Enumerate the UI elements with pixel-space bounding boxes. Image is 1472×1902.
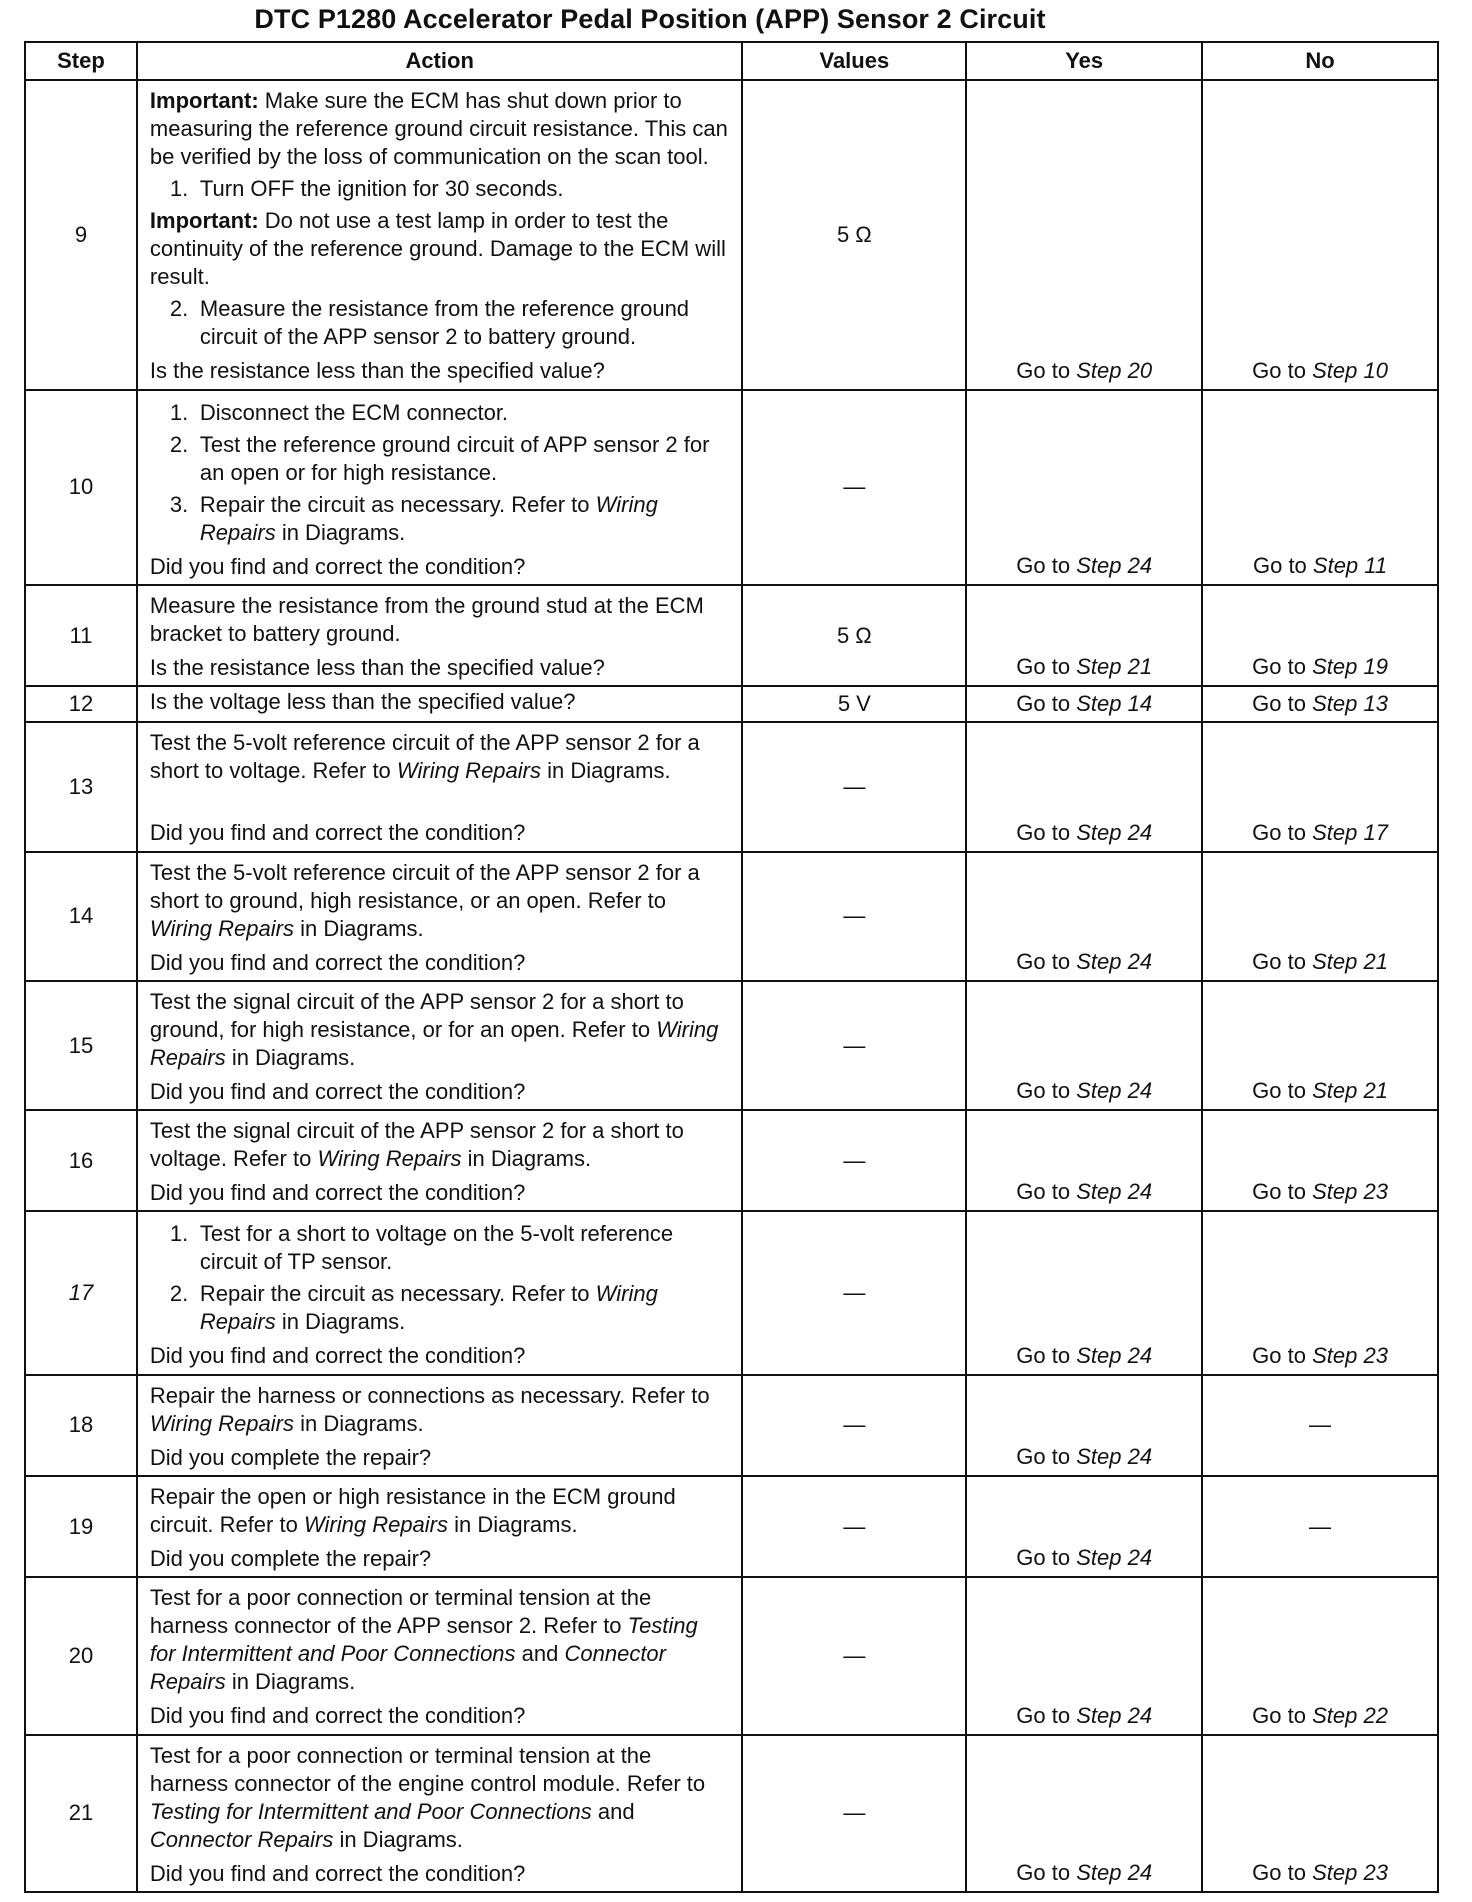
table-header-row bbox=[25, 42, 1438, 80]
yes-cell: Go to Step 24 bbox=[966, 722, 1202, 851]
value-cell: — bbox=[742, 1211, 966, 1374]
question-text: Did you complete the repair? bbox=[149, 1444, 432, 1470]
action-cell: Test for a poor connection or terminal tension at the harness connector of the engine control module. Refer to Testing for Intermittent and Poor Connections and Connector Repairs in Diagrams. Did you find and correct the condition? bbox=[137, 1735, 743, 1892]
value-cell: — bbox=[742, 1375, 966, 1476]
list-item: 1. Turn OFF the ignition for 30 seconds. bbox=[169, 176, 564, 201]
step-number: 20 bbox=[25, 1577, 137, 1734]
question-text: Did you find and correct the condition? bbox=[149, 553, 526, 579]
yes-cell: Go to Step 14 bbox=[966, 686, 1202, 722]
value-cell: — bbox=[742, 1577, 966, 1734]
yes-cell: Go to Step 21 bbox=[966, 585, 1202, 686]
action-cell: Test the signal circuit of the APP sensor 2 for a short to voltage. Refer to Wiring Repairs in Diagrams. Did you find and correct the condition? bbox=[137, 1110, 743, 1211]
question-text: Did you complete the repair? bbox=[149, 1546, 432, 1572]
yes-cell: Go to Step 24 bbox=[966, 1735, 1202, 1892]
step-link[interactable]: Step 23 bbox=[1312, 1342, 1388, 1368]
table-row bbox=[25, 1577, 1438, 1734]
action-cell bbox=[137, 80, 743, 390]
step-link[interactable]: Step 19 bbox=[1312, 654, 1388, 680]
step-link[interactable]: Step 24 bbox=[1076, 819, 1153, 845]
step-link[interactable]: Step 24 bbox=[1076, 1179, 1153, 1205]
yes-cell: Go to Step 24 bbox=[966, 852, 1202, 981]
action-cell bbox=[137, 390, 743, 585]
action-cell: Repair the open or high resistance in the ECM ground circuit. Refer to Wiring Repairs in Diagrams. Did you complete the repair? bbox=[137, 1476, 743, 1577]
important-note: Important: Make sure the ECM has shut down prior to measuring the reference ground circuit resistance. This can be verified by the loss of communication on the scan tool. bbox=[149, 88, 728, 169]
step-link[interactable]: Step 17 bbox=[1312, 819, 1388, 845]
table-row bbox=[25, 80, 1438, 390]
yes-cell: Go to Step 24 bbox=[966, 1577, 1202, 1734]
step-number: 17 bbox=[25, 1211, 137, 1374]
yes-cell: Go to Step 20 bbox=[966, 80, 1202, 390]
step-number: 21 bbox=[25, 1735, 137, 1892]
step-link[interactable]: Step 21 bbox=[1312, 1078, 1388, 1104]
table-row bbox=[25, 1110, 1438, 1211]
action-cell: Repair the harness or connections as necessary. Refer to Wiring Repairs in Diagrams. Did you complete the repair? bbox=[137, 1375, 743, 1476]
step-link[interactable]: Step 24 bbox=[1076, 948, 1153, 974]
step-number: 18 bbox=[25, 1375, 137, 1476]
header-yes: Yes bbox=[966, 42, 1202, 80]
table-row bbox=[25, 585, 1438, 686]
no-cell: Go to Step 19 bbox=[1202, 585, 1438, 686]
yes-cell: Go to Step 24 bbox=[966, 390, 1202, 585]
yes-cell: Go to Step 24 bbox=[966, 1211, 1202, 1374]
table-row bbox=[25, 686, 1438, 722]
no-cell: Go to Step 21 bbox=[1202, 852, 1438, 981]
no-cell: Go to Step 13 bbox=[1202, 686, 1438, 722]
question-text: Did you find and correct the condition? bbox=[149, 1343, 526, 1369]
no-cell: Go to Step 23 bbox=[1202, 1735, 1438, 1892]
step-link[interactable]: Step 24 bbox=[1076, 1702, 1153, 1728]
step-number: 10 bbox=[25, 390, 137, 585]
question-text: Did you find and correct the condition? bbox=[149, 1180, 526, 1206]
question-text: Is the voltage less than the specified value? bbox=[149, 689, 576, 715]
value-cell: — bbox=[742, 1735, 966, 1892]
header-action: Action bbox=[137, 42, 743, 80]
question-text: Did you find and correct the condition? bbox=[149, 820, 526, 846]
question-text: Is the resistance less than the specified value? bbox=[149, 358, 605, 383]
question-text: Is the resistance less than the specified value? bbox=[149, 655, 605, 681]
header-values: Values bbox=[742, 42, 966, 80]
no-cell: Go to Step 10 bbox=[1202, 80, 1438, 390]
question-text: Did you find and correct the condition? bbox=[149, 949, 526, 975]
value-cell: — bbox=[742, 390, 966, 585]
question-text: Did you find and correct the condition? bbox=[149, 1860, 526, 1886]
list-item: 1. Test for a short to voltage on the 5-volt reference circuit of TP sensor. bbox=[169, 1221, 674, 1275]
step-link[interactable]: Step 24 bbox=[1076, 1342, 1153, 1368]
list-item: 2. Repair the circuit as necessary. Refer to Wiring Repairs in Diagrams. bbox=[169, 1281, 658, 1335]
step-number: 19 bbox=[25, 1476, 137, 1577]
value-cell: — bbox=[742, 1110, 966, 1211]
action-cell: Test the signal circuit of the APP sensor 2 for a short to ground, for high resistance, or for an open. Refer to Wiring Repairs in Diagrams. Did you find and correct the condition? bbox=[137, 981, 743, 1110]
step-link[interactable]: Step 24 bbox=[1076, 1078, 1153, 1104]
header-no: No bbox=[1202, 42, 1438, 80]
value-cell: 5 V bbox=[742, 686, 966, 722]
page-title: DTC P1280 Accelerator Pedal Position (APP) Sensor 2 Circuit bbox=[254, 4, 1046, 34]
question-text: Did you find and correct the condition? bbox=[149, 1703, 526, 1729]
table-row bbox=[25, 852, 1438, 981]
no-cell: — bbox=[1202, 1476, 1438, 1577]
step-link[interactable]: Step 24 bbox=[1076, 1860, 1153, 1885]
table-row bbox=[25, 390, 1438, 585]
header-step: Step bbox=[25, 42, 137, 80]
table-row bbox=[25, 1211, 1438, 1374]
yes-cell: Go to Step 24 bbox=[966, 1476, 1202, 1577]
step-link[interactable]: Step 13 bbox=[1312, 691, 1388, 717]
table-row bbox=[25, 1476, 1438, 1577]
no-cell: Go to Step 23 bbox=[1202, 1110, 1438, 1211]
action-cell: Measure the resistance from the ground stud at the ECM bracket to battery ground. Is the resistance less than the specified value? bbox=[137, 585, 743, 686]
action-cell bbox=[137, 1211, 743, 1374]
yes-cell: Go to Step 24 bbox=[966, 981, 1202, 1110]
action-cell bbox=[137, 686, 743, 722]
action-cell: Test the 5-volt reference circuit of the APP sensor 2 for a short to ground, high resistance, or an open. Refer to Wiring Repairs in Diagrams. Did you find and correct the condition? bbox=[137, 852, 743, 981]
step-link[interactable]: Step 11 bbox=[1312, 553, 1388, 579]
yes-cell: Go to Step 24 bbox=[966, 1110, 1202, 1211]
important-label: Important: bbox=[149, 208, 259, 233]
step-link[interactable]: Step 24 bbox=[1076, 553, 1153, 579]
step-number: 14 bbox=[25, 852, 137, 981]
no-cell: Go to Step 17 bbox=[1202, 722, 1438, 851]
step-number: 12 bbox=[25, 686, 137, 722]
value-cell: — bbox=[742, 852, 966, 981]
value-cell: 5 Ω bbox=[742, 80, 966, 390]
no-cell: Go to Step 21 bbox=[1202, 981, 1438, 1110]
list-item: 3. Repair the circuit as necessary. Refer to Wiring Repairs in Diagrams. bbox=[169, 491, 658, 545]
value-cell: — bbox=[742, 722, 966, 851]
step-number: 11 bbox=[25, 585, 137, 686]
question-text: Did you find and correct the condition? bbox=[149, 1078, 526, 1104]
step-link[interactable]: Step 21 bbox=[1076, 654, 1153, 680]
important-label: Important: bbox=[149, 88, 259, 113]
step-link[interactable]: Step 23 bbox=[1312, 1860, 1388, 1885]
no-cell: Go to Step 22 bbox=[1202, 1577, 1438, 1734]
value-cell: — bbox=[742, 981, 966, 1110]
value-cell: — bbox=[742, 1476, 966, 1577]
no-cell: — bbox=[1202, 1375, 1438, 1476]
table-row bbox=[25, 722, 1438, 851]
step-number: 9 bbox=[25, 80, 137, 390]
step-link[interactable]: Step 10 bbox=[1312, 357, 1388, 383]
list-item: 2. Measure the resistance from the reference ground circuit of the APP sensor 2 to battery ground. bbox=[169, 296, 690, 349]
table-row bbox=[25, 1735, 1438, 1892]
value-cell: 5 Ω bbox=[742, 585, 966, 686]
list-item: 1. Disconnect the ECM connector. bbox=[169, 399, 509, 425]
yes-cell: Go to Step 24 bbox=[966, 1375, 1202, 1476]
no-cell: Go to Step 11 bbox=[1202, 390, 1438, 585]
step-link[interactable]: Step 22 bbox=[1312, 1702, 1388, 1728]
action-cell: Test the 5-volt reference circuit of the APP sensor 2 for a short to voltage. Refer to Wiring Repairs in Diagrams. Did you find and correct the condition? bbox=[137, 722, 743, 851]
diagnostic-table bbox=[24, 41, 1439, 1893]
step-link[interactable]: Step 20 bbox=[1076, 357, 1153, 383]
step-number: 13 bbox=[25, 722, 137, 851]
table-row bbox=[25, 981, 1438, 1110]
no-cell: Go to Step 23 bbox=[1202, 1211, 1438, 1374]
step-link[interactable]: Step 23 bbox=[1312, 1179, 1388, 1205]
step-link[interactable]: Step 14 bbox=[1076, 691, 1153, 717]
step-number: 16 bbox=[25, 1110, 137, 1211]
list-item: 2. Test the reference ground circuit of APP sensor 2 for an open or for high resistance. bbox=[169, 431, 710, 485]
important-note: Important: Do not use a test lamp in order to test the continuity of the reference ground. Damage to the ECM will result. bbox=[149, 208, 726, 289]
action-cell: Test for a poor connection or terminal tension at the harness connector of the APP sensor 2. Refer to Testing for Intermittent and Poor Connections and Connector Repairs in Diagrams. Did you find and correct the condition? bbox=[137, 1577, 743, 1734]
step-link[interactable]: Step 21 bbox=[1312, 948, 1388, 974]
step-link[interactable]: Step 24 bbox=[1076, 1444, 1153, 1470]
table-row bbox=[25, 1375, 1438, 1476]
step-number: 15 bbox=[25, 981, 137, 1110]
step-link[interactable]: Step 24 bbox=[1076, 1545, 1153, 1571]
